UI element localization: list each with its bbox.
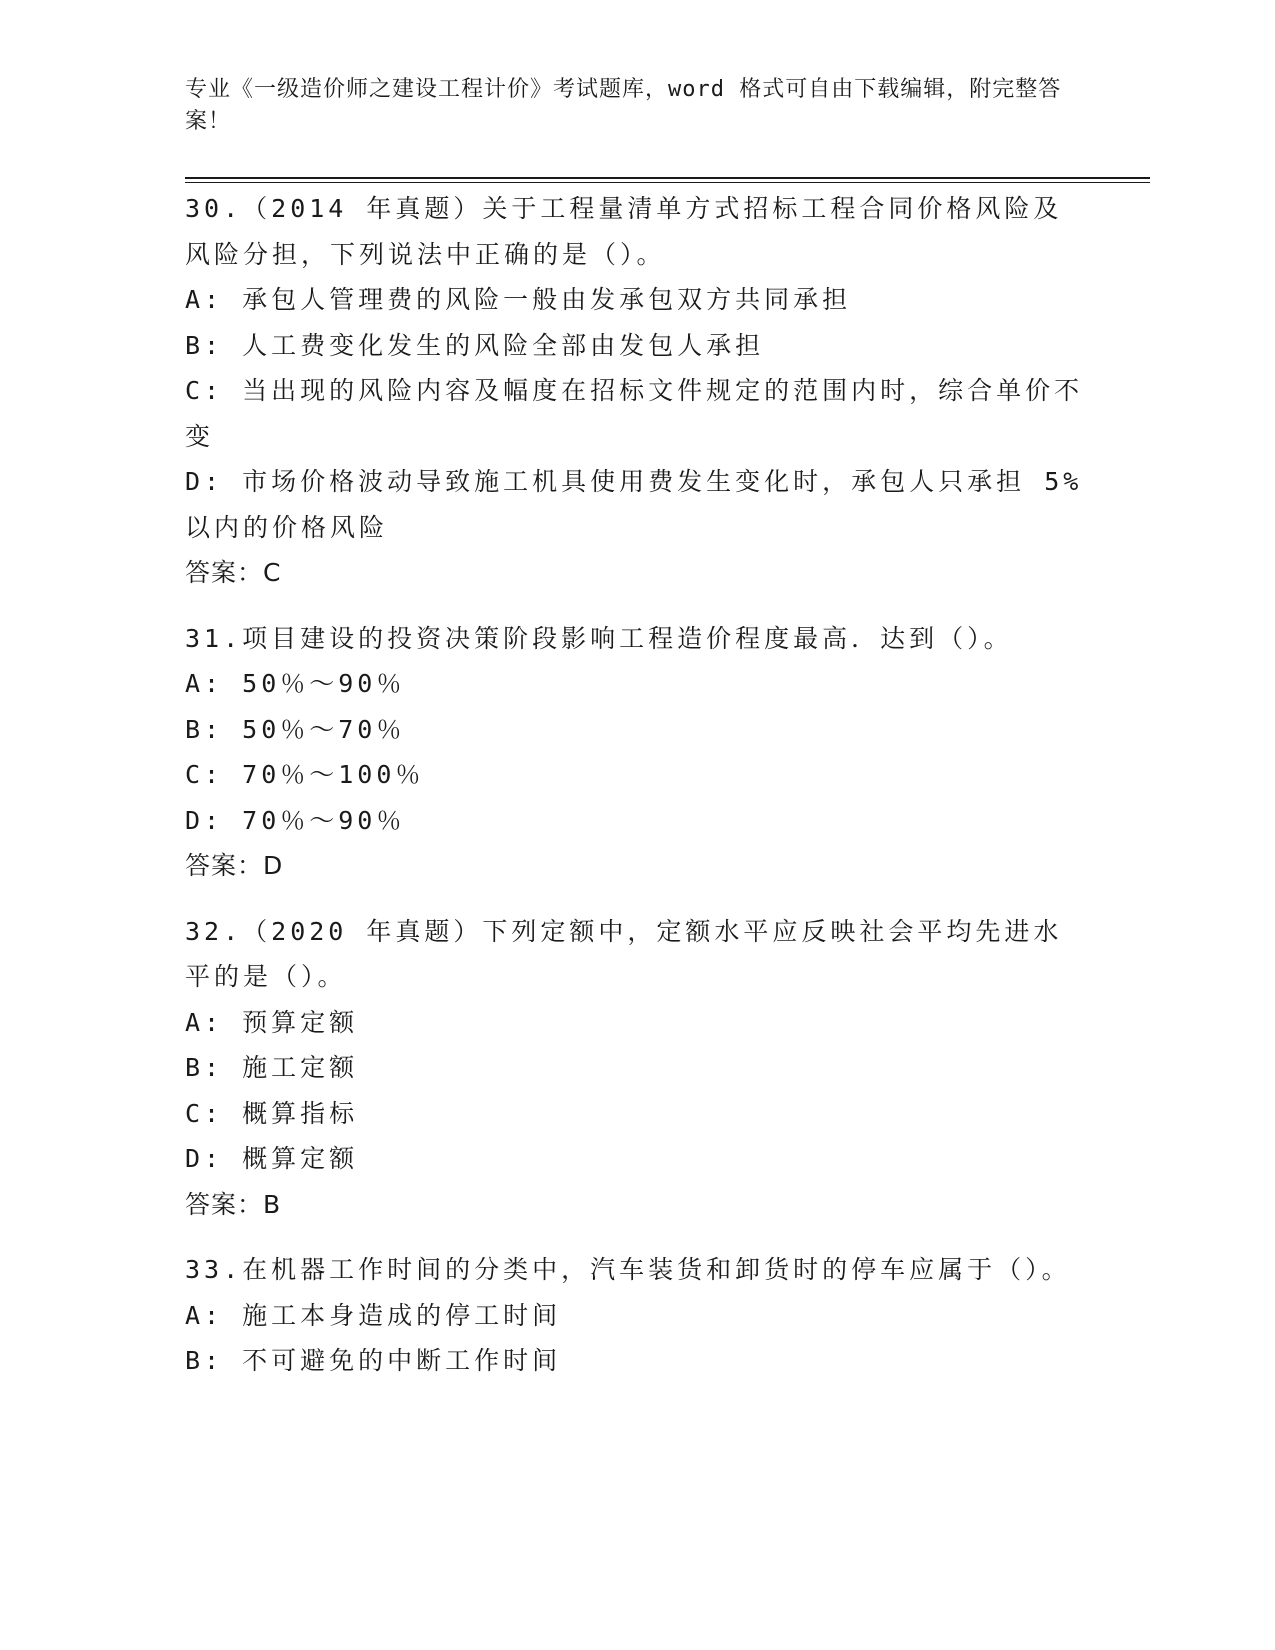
option-b: B: 不可避免的中断工作时间: [185, 1346, 562, 1375]
question-stem: 33.在机器工作时间的分类中，汽车装货和卸货时的停车应属于（）。: [185, 1255, 1071, 1284]
answer-line: 答案：B: [185, 1189, 282, 1219]
answer-line: 答案：D: [185, 851, 284, 880]
option-d: D: 市场价格波动导致施工机具使用费发生变化时，承包人只承担 5%以内的价格风险: [185, 467, 1083, 542]
option-b: B: 50％～70％: [185, 714, 406, 744]
option-b: B: 施工定额: [185, 1053, 359, 1082]
option-c: C: 70％～100％: [185, 760, 425, 789]
option-c: C: 概算指标: [185, 1098, 359, 1128]
option-a: A: 预算定额: [185, 1007, 359, 1037]
option-d: D: 70％～90％: [185, 805, 406, 835]
option-a: A: 50％～90％: [185, 669, 406, 698]
header-rule-thick: [185, 177, 1150, 179]
header-note: 专业《一级造价师之建设工程计价》考试题库，word 格式可自由下载编辑，附完整答案！: [185, 77, 1062, 134]
question-32: [185, 909, 1085, 1228]
question-stem: 30.（2014 年真题）关于工程量清单方式招标工程合同价格风险及风险分担，下列说法中正确的是（）。: [185, 194, 1063, 269]
option-a: A: 承包人管理费的风险一般由发承包双方共同承担: [185, 285, 852, 314]
question-list: [185, 186, 1085, 1384]
question-30: [185, 186, 1085, 596]
option-b: B: 人工费变化发生的风险全部由发包人承担: [185, 330, 765, 360]
answer-line: 答案：C: [185, 558, 282, 587]
question-stem: 31.项目建设的投资决策阶段影响工程造价程度最高．达到（）。: [185, 623, 1013, 653]
header-rule-thin: [185, 182, 1150, 183]
question-33: [185, 1247, 1085, 1384]
question-stem: 32.（2020 年真题）下列定额中，定额水平应反映社会平均先进水平的是（）。: [185, 916, 1063, 991]
option-c: C: 当出现的风险内容及幅度在招标文件规定的范围内时，综合单价不变: [185, 376, 1084, 451]
option-a: A: 施工本身造成的停工时间: [185, 1300, 562, 1330]
question-31: [185, 616, 1085, 889]
option-d: D: 概算定额: [185, 1144, 359, 1173]
